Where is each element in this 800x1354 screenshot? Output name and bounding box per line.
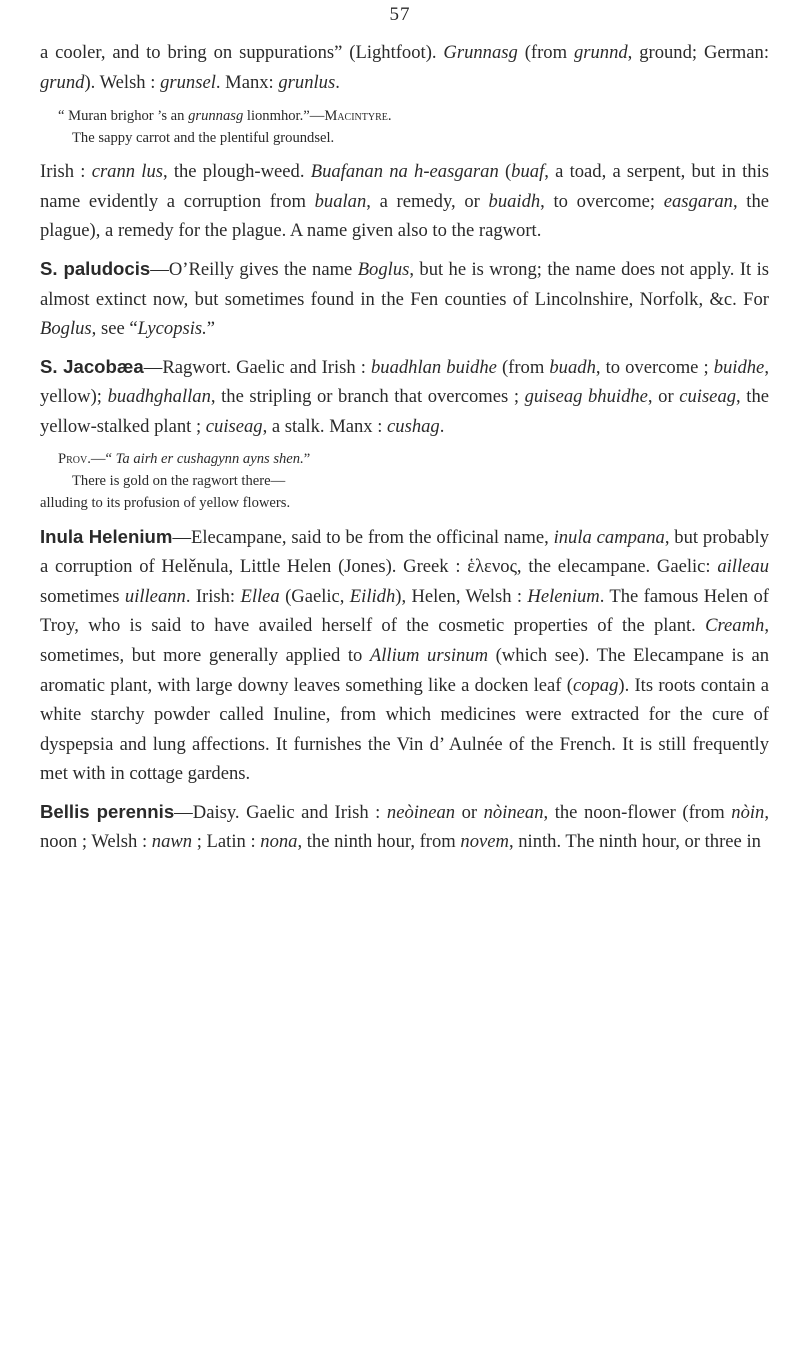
term: inula campana xyxy=(553,526,665,548)
text-span: Irish : xyxy=(40,161,92,183)
entry-inula-helenium xyxy=(40,522,769,789)
term: nòinean xyxy=(483,801,544,823)
text-span: ). Its roots contain a white starchy powder called Inuline, from which medicines were extracted for the cure of dyspepsia and lung affections. It furnishes the Vin d’ Aulnée of the French. It is still frequently met with in cottage gardens. xyxy=(40,674,769,785)
text-span: , a toad, a serpent, but in this name evidently a corruption from xyxy=(40,161,769,212)
entry-headword: Bellis perennis xyxy=(40,800,175,822)
quote-line xyxy=(40,105,769,127)
text-span: ). Welsh : xyxy=(84,71,161,93)
text-span: (from xyxy=(496,356,550,378)
quote-translation: There is gold on the ragwort there— xyxy=(72,472,286,489)
page-number: 57 xyxy=(389,4,411,25)
term: Creamh xyxy=(705,615,765,637)
term: grunnd xyxy=(573,42,628,63)
text-span: ; Latin : xyxy=(192,831,261,853)
text-span: —Elecampane, said to be from the officinal name, xyxy=(172,526,554,548)
text-span: (from xyxy=(517,42,574,63)
term: Ta airh er cushagynn ayns shen. xyxy=(115,450,304,467)
term: uilleann xyxy=(124,585,186,607)
text-span: , sometimes, but more generally applied to xyxy=(40,615,769,666)
entry-headword: S. paludocis xyxy=(40,257,151,279)
term: buaidh xyxy=(488,190,541,212)
text-span: , to overcome; xyxy=(540,190,664,212)
quote-line xyxy=(40,448,769,470)
quotation-macintyre xyxy=(40,105,769,149)
text-span: , the yellow-stalked plant ; xyxy=(40,386,769,437)
text-span: “ Muran brighor ’s an xyxy=(58,108,189,125)
text-span: . xyxy=(335,71,340,93)
term: cuiseag xyxy=(679,386,737,408)
text-span: , noon ; Welsh : xyxy=(40,801,769,853)
text-span: . Manx: xyxy=(215,71,279,93)
text-span: —“ xyxy=(90,450,116,467)
text-span: . The famous Helen of Troy, who is said to have availed herself of the cosmetic properties of the plant. xyxy=(40,585,769,637)
text-span: a cooler, and to bring on suppurations” (Lightfoot). xyxy=(40,42,444,63)
text-span: , a stalk. Manx : xyxy=(262,415,388,437)
entry-s-paludocis xyxy=(40,254,769,344)
text-span: , ninth. The ninth hour, or three in xyxy=(508,831,761,853)
term: nawn xyxy=(151,831,193,853)
term: grunlus xyxy=(278,71,336,93)
text-span: , ground; German: xyxy=(627,42,769,63)
text-span: , see “ xyxy=(91,318,138,340)
term: Buafanan na h-easgaran xyxy=(310,161,499,183)
text-span: —O’Reilly gives the name xyxy=(150,258,358,280)
quote-translation: The sappy carrot and the plentiful groundsel. xyxy=(72,130,335,147)
term: grund xyxy=(40,71,85,93)
term: cushag xyxy=(387,415,440,437)
text-span: , but probably a corruption of Helěnula, Little Helen (Jones). Greek : ἑλενος, the elecampane. Gaelic: xyxy=(40,526,770,578)
proverb-label: Prov. xyxy=(58,450,91,467)
body-text xyxy=(40,38,769,857)
term: grunsel xyxy=(160,71,216,93)
text-span: , but he is wrong; the name does not apply. It is almost extinct now, but sometimes found in the Fen counties of Lincolnshire, Norfolk, &c. For xyxy=(40,258,769,310)
text-span: sometimes xyxy=(40,585,125,607)
term: Ellea xyxy=(240,585,280,607)
text-span: ” xyxy=(303,450,311,467)
term: Allium ursinum xyxy=(369,644,489,666)
text-span: , the plague), a remedy for the plague. A name given also to the ragwort. xyxy=(40,190,769,242)
quote-author: Macintyre. xyxy=(324,108,392,125)
term: Boglus xyxy=(357,258,410,280)
text-span: or xyxy=(455,801,484,823)
term: Boglus xyxy=(40,318,92,340)
text-span: ), Helen, Welsh : xyxy=(395,585,528,607)
term: Eilidh xyxy=(349,585,396,607)
term: buadh xyxy=(549,356,596,378)
quote-note: alluding to its profusion of yellow flowers. xyxy=(40,494,291,511)
term: crann lus xyxy=(91,161,163,183)
term: buadhlan buidhe xyxy=(370,356,497,378)
quotation-proverb xyxy=(40,448,769,514)
term: ailleau xyxy=(717,556,769,578)
paragraph-irish-names xyxy=(40,157,769,246)
entry-s-jacobaea xyxy=(40,352,769,442)
text-span: , or xyxy=(647,386,680,408)
term: Lycopsis. xyxy=(137,318,207,340)
entry-headword: Inula Helenium xyxy=(40,525,173,547)
text-span: , to overcome ; xyxy=(595,356,714,378)
term: cuiseag xyxy=(205,415,263,437)
term: easgaran xyxy=(663,190,733,212)
text-span: , yellow); xyxy=(40,356,769,408)
term: buidhe xyxy=(713,356,765,378)
text-span: , the ninth hour, from xyxy=(297,831,461,853)
term: Grunnasg xyxy=(443,42,518,63)
term: guiseag bhuidhe xyxy=(524,386,648,408)
text-span: ( xyxy=(498,161,512,183)
text-span: . Irish: xyxy=(185,585,241,607)
term: copag xyxy=(572,674,619,696)
term: buadhghallan xyxy=(107,386,211,408)
entry-bellis-perennis xyxy=(40,797,769,857)
paragraph-grunnasg-continuation xyxy=(40,38,769,97)
term: nòin xyxy=(731,801,765,823)
text-span: lionmhor.”— xyxy=(243,108,325,125)
text-span: (Gaelic, xyxy=(279,585,350,607)
text-span: (which see). The Elecampane is an aromatic plant, with large downy leaves something like a docken leaf ( xyxy=(40,644,769,696)
term: Helenium xyxy=(527,585,600,607)
term: buaf xyxy=(511,161,545,183)
text-span: , the stripling or branch that overcomes ; xyxy=(210,386,525,408)
text-span: , the noon-flower (from xyxy=(543,801,732,823)
term: nona xyxy=(260,831,298,853)
term: grunnasg xyxy=(188,108,244,125)
term: novem xyxy=(460,831,509,853)
text-span: —Ragwort. Gaelic and Irish : xyxy=(143,356,371,378)
text-span: ” xyxy=(206,318,216,340)
term: neòinean xyxy=(386,801,456,823)
text-span: —Daisy. Gaelic and Irish : xyxy=(174,801,387,823)
text-span: . xyxy=(439,415,445,437)
term: bualan xyxy=(314,190,367,212)
text-span: , a remedy, or xyxy=(366,190,489,212)
text-span: , the plough-weed. xyxy=(162,161,311,183)
entry-headword: S. Jacobæa xyxy=(40,355,144,377)
